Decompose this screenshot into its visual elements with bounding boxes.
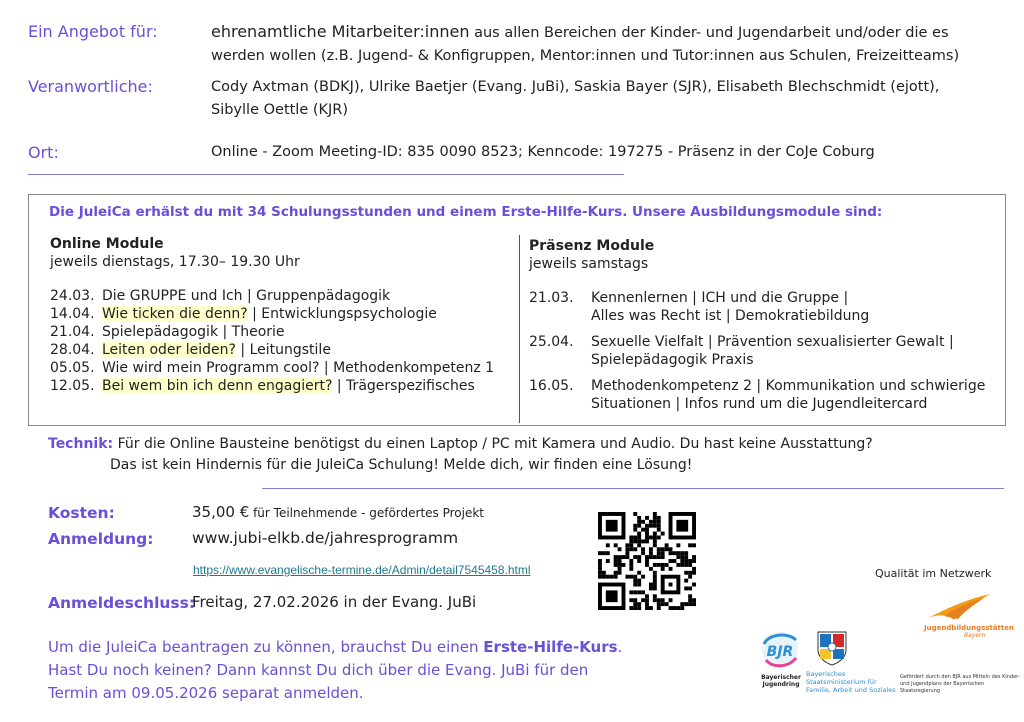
- module-date: 28.04.: [50, 342, 95, 358]
- module-line1: Sexuelle Vielfalt | Prävention sexualisierter Gewalt |: [591, 334, 954, 350]
- bjr-caption: [758, 674, 804, 688]
- praesenz-list: [529, 289, 999, 413]
- verantw-line2: Sibylle Oettle (KJR): [211, 102, 349, 118]
- online-module-row: [50, 323, 520, 341]
- praesenz-column: [529, 237, 999, 421]
- module-title: Spielepädagogik: [102, 324, 219, 340]
- module-topic: Trägerspezifisches: [346, 378, 475, 394]
- footer-line3: Termin am 09.05.2026 separat anmelden.: [48, 684, 364, 702]
- technik-line1: Für die Online Bausteine benötigst du einen Laptop / PC mit Kamera und Audio. Du hast keine Ausstattung?: [113, 436, 873, 452]
- technik-line2: Das ist kein Hindernis für die JuleiCa Schulung! Melde dich, wir finden eine Lösung!: [110, 457, 693, 473]
- module-title: Leiten oder leiden?: [102, 342, 236, 358]
- praesenz-module-row: [529, 289, 999, 325]
- gefoerdert-line2: und Jugendplans der Bayerischen Staatsregierung: [900, 681, 984, 694]
- ort-value: Online - Zoom Meeting-ID: 835 0090 8523; Kenncode: 197275 - Präsenz in der CoJe Coburg: [211, 144, 875, 160]
- online-heading: Online Module: [50, 236, 164, 252]
- column-divider: [519, 235, 520, 423]
- qr-code-icon[interactable]: [598, 512, 696, 610]
- module-line2: Spielepädagogik Praxis: [591, 352, 754, 368]
- module-topic: Theorie: [231, 324, 285, 340]
- footer-line1-b: Erste-Hilfe-Kurs: [483, 638, 618, 656]
- online-list: [50, 287, 520, 395]
- module-topic: Gruppenpädagogik: [256, 288, 391, 304]
- praesenz-module-row: [529, 377, 999, 413]
- bjr-logo-text: BJR: [766, 644, 794, 660]
- online-sub: jeweils dienstags, 17.30– 19.30 Uhr: [50, 254, 300, 270]
- technik-label: Technik:: [48, 436, 114, 452]
- verantw-label: Veranwortliche:: [28, 77, 153, 96]
- jbs-bayern: Bayern: [964, 632, 986, 639]
- bjr-logo: [758, 630, 804, 690]
- verantw-line1: Cody Axtman (BDKJ), Ulrike Baetjer (Evang. JuBi), Saskia Bayer (SJR), Elisabeth Blechschmidt (ejott),: [211, 79, 940, 95]
- footer-line1-a: Um die JuleiCa beantragen zu können, brauchst Du einen: [48, 638, 484, 656]
- module-line1: Kennenlernen | ICH und die Gruppe |: [591, 290, 849, 306]
- module-separator: |: [247, 306, 262, 322]
- module-separator: |: [218, 324, 232, 340]
- ort-label: Ort:: [28, 143, 59, 162]
- praesenz-heading: Präsenz Module: [529, 238, 655, 254]
- module-date: 24.03.: [50, 288, 95, 304]
- praesenz-sub: jeweils samstags: [529, 256, 649, 272]
- kosten-label: Kosten:: [48, 504, 115, 522]
- stmas-line1: Bayerisches Staatsministerium für: [806, 670, 877, 686]
- module-line1: Methodenkompetenz 2 | Kommunikation und schwierige: [591, 378, 986, 394]
- kosten-note: für Teilnehmende - gefördertes Projekt: [249, 506, 485, 520]
- bjr-sub2: Jugendring: [762, 681, 800, 688]
- module-box: [28, 194, 1006, 426]
- technik-block: [48, 434, 1008, 476]
- module-title: Die GRUPPE und Ich: [102, 288, 243, 304]
- module-title: Wie wird mein Programm cool?: [102, 360, 320, 376]
- jbs-wing-icon: [924, 592, 994, 622]
- module-date: 05.05.: [50, 360, 95, 376]
- bjr-emblem-icon: [758, 630, 802, 670]
- gefoerdert-line1: Gefördert durch den BJR aus Mitteln des Kinder-: [900, 674, 1020, 680]
- footer-text: [48, 636, 698, 705]
- verantw-text: [211, 76, 1011, 122]
- online-module-row: [50, 305, 520, 323]
- bjr-sub1: Bayerischer: [761, 674, 801, 681]
- footer-line1-c: .: [617, 638, 623, 656]
- online-module-row: [50, 359, 520, 377]
- anmeldung-label: Anmeldung:: [48, 530, 154, 548]
- divider-top: [28, 174, 624, 175]
- qualitaet-text: Qualität im Netzwerk: [875, 567, 992, 580]
- module-separator: |: [319, 360, 334, 376]
- angebot-line2: werden wollen (z.B. Jugend- & Konfigruppen, Mentor:innen und Tutor:innen aus Schulen, Freizeitteams): [211, 48, 960, 64]
- angebot-label: Ein Angebot für:: [28, 22, 158, 41]
- module-line2: Alles was Recht ist | Demokratiebildung: [591, 308, 870, 324]
- divider-mid: [262, 488, 1004, 489]
- module-topic: Methodenkompetenz 1: [333, 360, 495, 376]
- module-date: 21.04.: [50, 324, 95, 340]
- angebot-rest: aus allen Bereichen der Kinder- und Jugendarbeit und/oder die es: [469, 25, 949, 41]
- praesenz-module-row: [529, 333, 999, 369]
- kosten-text: [192, 503, 484, 521]
- gefoerdert-caption: [900, 674, 1022, 695]
- kosten-value: 35,00 €: [192, 503, 250, 521]
- module-title: Wie ticken die denn?: [102, 306, 248, 322]
- jbs-text: Jugendbildungsstätten: [924, 624, 1014, 632]
- module-date: 25.04.: [529, 334, 574, 350]
- module-title: Bei wem bin ich denn engagiert?: [102, 378, 333, 394]
- footer-line2: Hast Du noch keinen? Dann kannst Du dich über die Evang. JuBi für den: [48, 661, 589, 679]
- anmeldeschluss-value: Freitag, 27.02.2026 in der Evang. JuBi: [192, 593, 477, 611]
- jbs-logo: [924, 592, 1014, 639]
- module-separator: |: [332, 378, 347, 394]
- module-topic: Entwicklungspsychologie: [261, 306, 437, 322]
- module-topic: Leitungstile: [249, 342, 331, 358]
- anmeldeschluss-label: Anmeldeschluss:: [48, 594, 196, 612]
- online-module-row: [50, 341, 520, 359]
- module-line2: Situationen | Infos rund um die Jugendleitercard: [591, 396, 928, 412]
- angebot-text: [211, 20, 1011, 68]
- module-separator: |: [242, 288, 257, 304]
- anmeldung-link[interactable]: https://www.evangelische-termine.de/Admin/detail7545458.html: [193, 563, 531, 577]
- online-column: [50, 235, 520, 395]
- stmas-logo: [806, 630, 898, 692]
- angebot-lead: ehrenamtliche Mitarbeiter:innen: [211, 22, 470, 41]
- box-title: Die JuleiCa erhälst du mit 34 Schulungsstunden und einem Erste-Hilfe-Kurs. Unsere Ausbildungsmodule sind:: [49, 204, 883, 220]
- stmas-caption: [806, 670, 898, 694]
- anmeldung-value[interactable]: www.jubi-elkb.de/jahresprogramm: [192, 529, 459, 547]
- module-date: 16.05.: [529, 378, 574, 394]
- module-date: 21.03.: [529, 290, 574, 306]
- module-date: 14.04.: [50, 306, 95, 322]
- module-date: 12.05.: [50, 378, 95, 394]
- online-module-row: [50, 377, 520, 395]
- stmas-line2: Familie, Arbeit und Soziales: [806, 686, 896, 694]
- module-separator: |: [235, 342, 250, 358]
- bavarian-crest-icon: [816, 630, 848, 666]
- online-module-row: [50, 287, 520, 305]
